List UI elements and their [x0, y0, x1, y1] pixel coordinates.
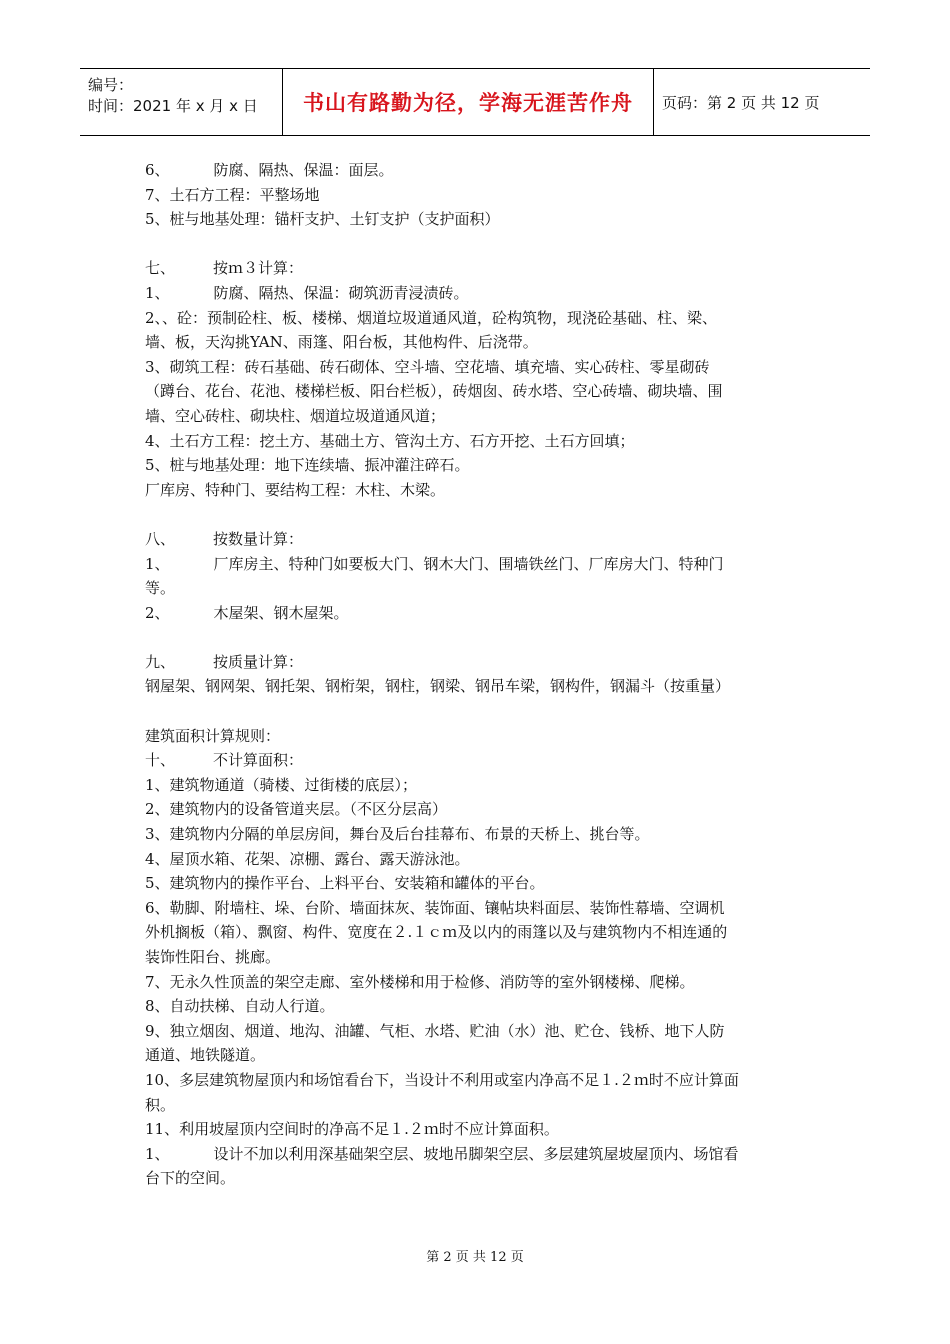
text-line — [145, 822, 805, 847]
text-line — [145, 945, 805, 970]
line-text: 1、建筑物通道（骑楼、过街楼的底层）； — [145, 775, 418, 794]
line-text: 1、 — [145, 283, 170, 302]
header-motto-cell — [282, 69, 654, 135]
line-text: 6、 — [145, 161, 170, 179]
text-line — [145, 183, 805, 208]
text-line — [145, 1043, 805, 1068]
line-text: 2、、砼：预制砼柱、板、楼梯、烟道垃圾道通风道，砼构筑物，现浇砼基础、柱、梁、 — [145, 308, 718, 327]
text-line — [145, 552, 805, 577]
text-line — [145, 478, 805, 503]
line-text: 2、 — [145, 603, 170, 622]
line-text: 十、 — [145, 751, 176, 770]
paragraph-gap — [145, 699, 805, 724]
line-text: 九、 — [145, 652, 176, 671]
text-line — [145, 527, 805, 552]
line-rest-text: 按质量计算： — [213, 652, 304, 671]
text-line — [145, 994, 805, 1019]
line-rest-text: 按ｍ３计算： — [213, 259, 304, 278]
line-text: 建筑面积计算规则： — [145, 726, 281, 745]
paragraph-gap — [145, 502, 805, 527]
line-text: 3、砌筑工程：砖石基础、砖石砌体、空斗墙、空花墙、填充墙、实心砖柱、零星砌砖 — [145, 357, 710, 376]
line-text: 10、多层建筑物屋顶内和场馆看台下，当设计不利用或室内净高不足１.２ｍ时不应计算面 — [145, 1070, 739, 1089]
line-text: 1、 — [145, 554, 170, 573]
line-text: 1、 — [145, 1144, 170, 1163]
text-line — [145, 330, 805, 355]
text-line — [145, 896, 805, 921]
document-body — [145, 158, 805, 1191]
doc-time: 时间：2021 年 x 月 x 日 — [88, 97, 258, 115]
doc-number: 编号： — [88, 76, 134, 94]
text-line — [145, 429, 805, 454]
text-line — [145, 847, 805, 872]
line-text: 外机搁板（箱）、飘窗、构件、宽度在２.１ｃｍ及以内的雨篷以及与建筑物内不相连通的 — [145, 923, 728, 942]
text-line — [145, 453, 805, 478]
text-line — [145, 379, 805, 404]
line-rest-text: 厂库房主、特种门如要板大门、钢木大门、围墙铁丝门、厂库房大门、特种门 — [213, 554, 724, 573]
line-rest-text: 防腐、隔热、保温：面层。 — [213, 161, 394, 179]
header-page-cell — [654, 69, 870, 135]
text-line — [145, 1068, 805, 1093]
line-text: 7、土石方工程：平整场地 — [145, 185, 320, 204]
text-line — [145, 158, 805, 183]
line-text: 钢屋架、钢网架、钢托架、钢桁架，钢柱，钢梁、钢吊车梁，钢构件，钢漏斗（按重量） — [145, 677, 731, 696]
line-text: 台下的空间。 — [145, 1169, 236, 1188]
text-line — [145, 1166, 805, 1191]
text-line — [145, 355, 805, 380]
text-line — [145, 724, 805, 749]
line-text: 积。 — [145, 1095, 176, 1114]
line-text: （蹲台、花台、花池、楼梯栏板、阳台栏板），砖烟囱、砖水塔、空心砖墙、砌块墙、围 — [145, 382, 723, 401]
text-line — [145, 1142, 805, 1167]
line-rest-text: 设计不加以利用深基础架空层、坡地吊脚架空层、多层建筑屋坡屋顶内、场馆看 — [213, 1144, 739, 1163]
text-line — [145, 773, 805, 798]
line-text: 装饰性阳台、挑廊。 — [145, 948, 281, 966]
line-text: 11、利用坡屋顶内空间时的净高不足１.２ｍ时不应计算面积。 — [145, 1120, 559, 1139]
paragraph-gap — [145, 232, 805, 257]
text-line — [145, 1117, 805, 1142]
text-line — [145, 1019, 805, 1044]
line-text: 等。 — [145, 579, 176, 598]
text-line — [145, 1093, 805, 1118]
line-text: 通道、地铁隧道。 — [145, 1046, 266, 1065]
text-line — [145, 404, 805, 429]
header-meta — [80, 69, 282, 135]
text-line — [145, 748, 805, 773]
line-rest-text: 木屋架、钢木屋架。 — [213, 603, 349, 622]
line-text: 7、无永久性顶盖的架空走廊、室外楼梯和用于检修、消防等的室外钢楼梯、爬梯。 — [145, 972, 695, 991]
line-text: 2、建筑物内的设备管道夹层。（不区分层高） — [145, 800, 448, 819]
text-line — [145, 207, 805, 232]
page-header — [80, 68, 870, 136]
line-text: 4、土石方工程：挖土方、基础土方、管沟土方、石方开挖、土石方回填； — [145, 431, 635, 450]
line-text: 八、 — [145, 529, 176, 548]
header-motto: 书山有路勤为径，学海无涯苦作舟 — [303, 91, 633, 115]
line-text: 5、建筑物内的操作平台、上料平台、安装箱和罐体的平台。 — [145, 874, 545, 893]
line-text: 3、建筑物内分隔的单层房间，舞台及后台挂幕布、布景的天桥上、挑台等。 — [145, 825, 650, 844]
text-line — [145, 920, 805, 945]
line-text: 5、桩与地基处理：锚杆支护、土钉支护（支护面积） — [145, 210, 500, 229]
text-line — [145, 650, 805, 675]
line-text: 4、屋顶水箱、花架、凉棚、露台、露天游泳池。 — [145, 849, 470, 868]
line-text: 墙、空心砖柱、砌块柱、烟道垃圾道通风道； — [145, 406, 446, 425]
text-line — [145, 970, 805, 995]
line-text: 5、桩与地基处理：地下连续墙、振冲灌注碎石。 — [145, 456, 470, 475]
text-line — [145, 576, 805, 601]
line-text: 9、独立烟囱、烟道、地沟、油罐、气柜、水塔、贮油（水）池、贮仓、钱桥、地下人防 — [145, 1021, 725, 1040]
line-text: 七、 — [145, 259, 176, 278]
header-page-number: 页码：第 2 页 共 12 页 — [662, 93, 820, 112]
line-text: 6、勒脚、附墙柱、垛、台阶、墙面抹灰、装饰面、镶帖块料面层、装饰性幕墙、空调机 — [145, 898, 725, 917]
text-line — [145, 674, 805, 699]
text-line — [145, 871, 805, 896]
line-rest-text: 防腐、隔热、保温：砌筑沥青浸渍砖。 — [213, 283, 469, 302]
line-rest-text: 按数量计算： — [213, 529, 304, 548]
text-line — [145, 256, 805, 281]
line-text: 墙、板，天沟挑YAN、雨篷、阳台板，其他构件、后浇带。 — [145, 333, 538, 352]
line-rest-text: 不计算面积： — [213, 751, 304, 770]
paragraph-gap — [145, 625, 805, 650]
text-line — [145, 601, 805, 626]
line-text: 厂库房、特种门、要结构工程：木柱、木梁。 — [145, 480, 446, 499]
text-line — [145, 281, 805, 306]
page-footer: 第 2 页 共 12 页 — [426, 1250, 524, 1265]
text-line — [145, 797, 805, 822]
text-line — [145, 306, 805, 331]
line-text: 8、自动扶梯、自动人行道。 — [145, 997, 335, 1016]
